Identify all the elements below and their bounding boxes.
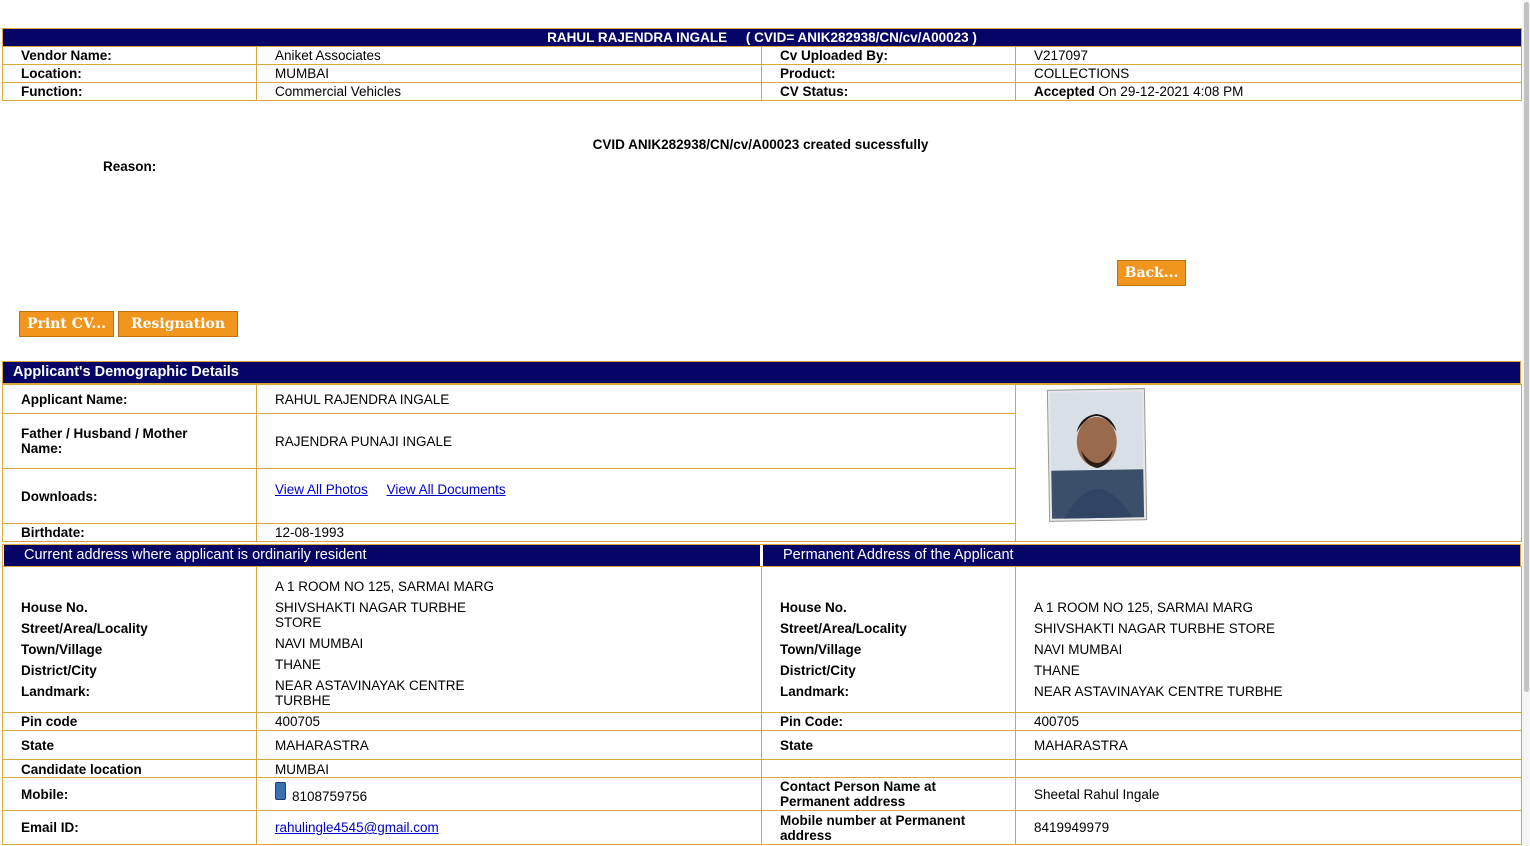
permanent-house-value: A 1 ROOM NO 125, SARMAI MARG — [1034, 600, 1254, 615]
address-headers — [2, 544, 1521, 567]
permanent-landmark-label: Landmark: — [780, 684, 850, 699]
current-district-label: District/City — [21, 663, 97, 678]
permanent-district-value: THANE — [1034, 663, 1080, 678]
scrollbar-thumb[interactable] — [1524, 2, 1529, 692]
function-value: Commercial Vehicles — [257, 83, 762, 101]
candidate-location-label: Candidate location — [3, 760, 257, 778]
location-value: MUMBAI — [257, 65, 762, 83]
permanent-district-label: District/City — [780, 663, 856, 678]
vendor-value: Aniket Associates — [257, 47, 762, 65]
mobile-value: 8108759756 — [292, 788, 368, 804]
downloads-links — [257, 469, 1016, 524]
uploaded-by-label: Cv Uploaded By: — [762, 47, 1016, 65]
cv-header — [3, 29, 1522, 47]
contact-person-value: Sheetal Rahul Ingale — [1016, 778, 1522, 811]
reason-label: Reason: — [103, 159, 157, 174]
applicant-name-value: RAHUL RAJENDRA INGALE — [257, 385, 1016, 414]
summary-table — [2, 28, 1522, 101]
address-table — [2, 566, 1522, 845]
current-town-label: Town/Village — [21, 642, 103, 657]
current-state-label: State — [3, 731, 257, 760]
cv-status-label: CV Status: — [762, 83, 1016, 101]
email-link[interactable]: rahulingle4545@gmail.com — [275, 820, 439, 835]
current-address-labels — [3, 567, 257, 713]
cv-status-value — [1016, 83, 1522, 101]
uploaded-by-value: V217097 — [1016, 47, 1522, 65]
view-all-documents-link[interactable]: View All Documents — [386, 482, 506, 497]
father-name-label: Father / Husband / Mother Name: — [3, 414, 257, 469]
cvid-header: ( CVID= ANIK282938/CN/cv/A00023 ) — [745, 30, 977, 45]
mobile-cell — [257, 778, 762, 811]
contact-person-label: Contact Person Name at Permanent address — [762, 778, 1016, 811]
email-cell — [257, 811, 762, 845]
location-label: Location: — [3, 65, 257, 83]
applicant-photo — [1047, 388, 1147, 522]
product-label: Product: — [762, 65, 1016, 83]
current-house-value: A 1 ROOM NO 125, SARMAI MARG — [275, 578, 495, 594]
address-section — [2, 566, 1521, 845]
mobile-label: Mobile: — [3, 778, 257, 811]
current-landmark-value: NEAR ASTAVINAYAK CENTRE TURBHE — [275, 677, 465, 708]
permanent-landmark-value: NEAR ASTAVINAYAK CENTRE TURBHE — [1034, 684, 1283, 699]
status-date: On 29-12-2021 4:08 PM — [1098, 84, 1244, 99]
person-photo-icon — [1048, 389, 1146, 521]
status-accepted: Accepted — [1034, 84, 1095, 99]
current-address-values — [257, 567, 762, 713]
downloads-label: Downloads: — [3, 469, 257, 524]
permanent-state-label: State — [762, 731, 1016, 760]
view-all-photos-link[interactable]: View All Photos — [275, 482, 368, 497]
current-pin-value: 400705 — [257, 713, 762, 731]
demographic-title: Applicant's Demographic Details — [2, 361, 1521, 384]
permanent-pin-value: 400705 — [1016, 713, 1522, 731]
applicant-name-label: Applicant Name: — [3, 385, 257, 414]
current-street-label: Street/Area/Locality — [21, 621, 148, 636]
success-message: CVID ANIK282938/CN/cv/A00023 created sucessfully — [592, 137, 929, 152]
current-pin-label: Pin code — [3, 713, 257, 731]
mobile-phone-icon — [275, 782, 286, 800]
current-address-title: Current address where applicant is ordinarily resident — [4, 545, 760, 566]
current-street-value: SHIVSHAKTI NAGAR TURBHE STORE — [275, 599, 467, 630]
photo-cell — [1016, 385, 1522, 542]
permanent-mobile-label: Mobile number at Permanent address — [762, 811, 1016, 845]
current-town-value: NAVI MUMBAI — [275, 635, 364, 651]
back-button[interactable]: Back... — [1117, 260, 1186, 286]
current-state-value: MAHARASTRA — [257, 731, 762, 760]
permanent-town-value: NAVI MUMBAI — [1034, 642, 1123, 657]
demographic-section — [2, 361, 1521, 542]
permanent-mobile-value: 8419949979 — [1016, 811, 1522, 845]
current-district-value: THANE — [275, 656, 321, 672]
demographic-table — [2, 384, 1522, 542]
current-landmark-label: Landmark: — [21, 684, 91, 699]
print-cv-button[interactable]: Print CV... — [19, 311, 114, 337]
function-label: Function: — [3, 83, 257, 101]
candidate-location-value: MUMBAI — [257, 760, 762, 778]
email-label: Email ID: — [3, 811, 257, 845]
resignation-button[interactable]: Resignation — [118, 311, 238, 337]
permanent-street-label: Street/Area/Locality — [780, 621, 907, 636]
product-value: COLLECTIONS — [1016, 65, 1522, 83]
permanent-house-label: House No. — [780, 600, 847, 615]
current-house-label: House No. — [21, 600, 88, 615]
permanent-state-value: MAHARASTRA — [1016, 731, 1522, 760]
empty-cell — [762, 760, 1016, 778]
permanent-address-labels — [762, 567, 1016, 713]
birthdate-value: 12-08-1993 — [257, 524, 1016, 542]
empty-cell — [1016, 760, 1522, 778]
cv-details-page — [2, 28, 1521, 101]
vertical-scrollbar[interactable] — [1522, 0, 1530, 846]
permanent-address-title: Permanent Address of the Applicant — [763, 545, 1520, 566]
vendor-label: Vendor Name: — [3, 47, 257, 65]
birthdate-label: Birthdate: — [3, 524, 257, 542]
permanent-town-label: Town/Village — [780, 642, 862, 657]
applicant-header-name: RAHUL RAJENDRA INGALE — [547, 30, 728, 45]
permanent-pin-label: Pin Code: — [762, 713, 1016, 731]
permanent-street-value: SHIVSHAKTI NAGAR TURBHE STORE — [1034, 621, 1276, 636]
permanent-address-values — [1016, 567, 1522, 713]
father-name-value: RAJENDRA PUNAJI INGALE — [257, 414, 1016, 469]
